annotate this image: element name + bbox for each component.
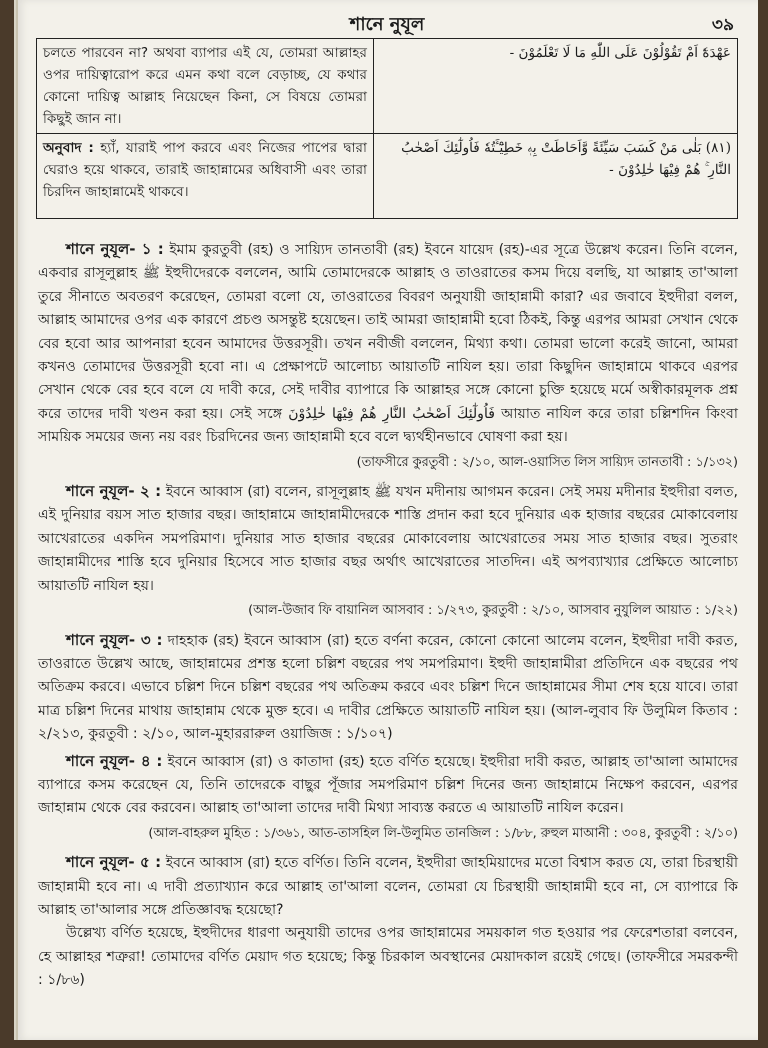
verse-row (37, 134, 738, 219)
section-reference: (আল-লুবাব ফি উলুমিল কিতাব : ২/২১৩, কুরতুবী : ২/১০, আল-মুহাররারুল ওয়াজিজ : ১/১০৭) (38, 702, 738, 743)
verse-arabic: (٨١) بَلٰى مَنْ كَسَبَ سَيِّئَةً وَّاَحَاطَتْ بِهٖ خَطِيْٓـَٔتُهٗ فَاُولٰٓئِكَ اَصْحٰبُ النَّارِ ۚ هُمْ فِيْهَا خٰلِدُوْنَ - (374, 134, 738, 219)
closing-text: উল্লেখ্য বর্ণিত হয়েছে, ইহুদীদের ধারণা অনুযায়ী তাদের ওপর জাহান্নামের সময়কাল গত হওয়ার পর ফেরেশতারা বলবেন, হে আল্লাহর শত্রুরা! তোমাদের বর্ণিত মেয়াদ গত হয়েছে; কিন্তু চিরকাল অবস্থানের মেয়াদকাল রয়েই গেছে। (38, 925, 738, 965)
section-1 (38, 238, 738, 450)
section-heading: শানে নুযূল- ৩ : (66, 630, 163, 649)
verse-translation: চলতে পারবেন না? অথবা ব্যাপার এই যে, তোমরা আল্লাহর ওপর দায়িত্বারোপ করে এমন কথা বলে বেড়াচ্ছ, যে কথার কোনো দায়িত্ব আল্লাহ নিয়েছেন কিনা, সে বিষয়ে তোমরা কিছুই জান না। (37, 39, 374, 134)
translation-text: হ্যাঁ, যারাই পাপ করবে এবং নিজের পাপের দ্বারা ঘেরাও হয়ে থাকবে, তারাই জাহান্নামের অধিবাসী এবং তারা চিরদিন জাহান্নামেই থাকবে। (43, 140, 367, 200)
running-head: শানে নুযূল (349, 14, 425, 35)
section-heading: শানে নুযূল- ৪ : (66, 751, 163, 770)
book-page (14, 0, 758, 1040)
section-text: দাহহাক (রহ) ইবনে আব্বাস (রা) হতে বর্ণনা করেন, কোনো কোনো আলেম বলেন, ইহুদীরা দাবী করত, তাওরাতে উল্লেখ আছে, জাহান্নামের প্রশস্ত হলো চল্লিশ বছরের পথ সমপরিমাণ। ইহুদী জাহান্নামীরা প্রতিদিনে এক বছরের পথ অতিক্রম করবে। এভাবে চল্লিশ দিনে চল্লিশ বছরের পথ অতিক্রম করবে এবং চল্লিশ দিনে জাহান্নামের সীমা শেষ হয়ে যাবে। তারা মাত্র চল্লিশ দিনের মাথায় জাহান্নাম থেকে মুক্ত হবে। এ দাবীর প্রেক্ষিতে আয়াতটি নাযিল হয়। (38, 632, 739, 719)
section-4 (38, 750, 738, 821)
page-number: ৩৯ (711, 15, 734, 35)
verse-table (36, 38, 738, 219)
section-reference: (তাফসীরে কুরতুবী : ২/১০, আল-ওয়াসিত লিস সায়্যিদ তানতাবী : ১/১৩২) (356, 454, 738, 470)
verse-translation (37, 134, 374, 219)
verse-row (37, 39, 738, 134)
section-reference: (আল-উজাব ফি বায়ানিল আসবাব : ১/২৭৩, কুরতুবী : ২/১০, আসবাব নুযুলিল আয়াত : ১/২২) (248, 603, 738, 619)
section-5 (38, 851, 738, 922)
section-text: আয়াত নাযিল করে তারা চল্লিশদিন কিংবা সাময়িক সময়ের জন্য নয় বরং চিরদিনের জন্য জাহান্নামী হবে বলে দ্ব্যর্থহীনভাবে ঘোষণা করা হয়। (38, 405, 738, 446)
section-text: ইবনে আব্বাস (রা) বলেন, রাসূলুল্লাহ ﷺ যখন মদীনায় আগমন করেন। সেই সময় মদীনার ইহুদীরা বলত, এই দুনিয়ার বয়স সাত হাজার বছর। জাহান্নামে জাহান্নামীদেরকে শাস্তি প্রদান করা হবে দুনিয়ার এক হাজার বছরের মোকাবেলায় আখেরাতের একদিন সমপরিমাণ। দুনিয়ার সাত হাজার বছরের মোকাবেলায় আখেরাতের সময় সাত হাজার বছর। সুতরাং জাহান্নামীদের শাস্তি হবে দুনিয়ার হিসেবে সাত হাজার বছর অর্থাৎ আখেরাতের সাতদিন। এই অপব্যাখ্যার প্রেক্ষিতে আলোচ্য আয়াতটি নাযিল হয়। (38, 484, 738, 594)
section-heading: শানে নুযূল- ২ : (66, 482, 162, 501)
section-text: ইমাম কুরতুবী (রহ) ও সায়্যিদ তানতাবী (রহ) ইবনে যায়েদ (রহ)-এর সূত্রে উল্লেখ করেন। তিনি বলেন, একবার রাসূলুল্লাহ ﷺ ইহুদীদেরকে বললেন, আমি তোমাদেরকে আল্লাহ ও তাওরাতের কসম দিয়ে বলছি, যা আল্লাহ তা'আলা তুরে সীনাতে অবতরণ করেছেন, তোমরা বলো যে, তাওরাতের বিবরণ অনুযায়ী জাহান্নামী কারা? এর জবাবে ইহুদীরা বলল, আল্লাহ আমাদের ওপর এক কারণে প্রচণ্ড অসন্তুষ্ট হয়েছেন। তাই আমরা জাহান্নামী হবো ঠিকই, কিন্তু এরপর আমরা সেখান থেকে বের হবো আর আপনারা হবেন আমাদের উত্তরসূরী। তখন নবীজী বললেন, মিথ্যা কথা। তোমরা ভালো করেই জানো, আমরা কখনও তোমাদের উত্তরসূরী হবো না। এ প্রেক্ষাপটে আলোচ্য আয়াতটি নাযিল হয়। তারা কিছুদিন জাহান্নামে থাকবে এরপর সেখান থেকে বের হবে বলে যে দাবী করে, সেই দাবীর ব্যাপারে কি আল্লাহর সঙ্গে কোনো চুক্তি হয়েছে মর্মে অস্বীকারমূলক প্রশ্ন করে তাদের দাবী খণ্ডন করা হয়। সেই সঙ্গে (38, 242, 738, 422)
section-2 (38, 480, 738, 598)
section-reference: (আল-বাহরুল মুহিত : ১/৩৬১, আত-তাসহিল লি-উলুমিত তানজিল : ১/৮৮, রুহুল মাআনী : ৩০৪, কুরতুবী : ২/১০) (148, 825, 738, 841)
section-text: ইবনে আব্বাস (রা) হতে বর্ণিত। তিনি বলেন, ইহুদীরা জাহমিয়াদের মতো বিশ্বাস করত যে, তারা চিরস্থায়ী জাহান্নামী হবে না। এ দাবী প্রত্যাখ্যান করে আল্লাহ তা'আলা বলেন, তোমরা যে চিরস্থায়ী জাহান্নামী হবে না, সে ব্যাপারে কি আল্লাহ তা'আলার সঙ্গে প্রতিজ্ঞাবদ্ধ হয়েছো? (38, 855, 738, 918)
closing-reference: (তাফসীরে সমরকন্দী : ১/৮৬) (38, 948, 738, 989)
section-heading: শানে নুযূল- ১ : (66, 240, 164, 258)
closing-paragraph (38, 922, 738, 992)
translation-label: অনুবাদ : (43, 140, 94, 156)
verse-arabic: عَهْدَهٗٓ اَمْ تَقُوْلُوْنَ عَلَى اللّٰهِ مَا لَا تَعْلَمُوْنَ - (374, 39, 738, 134)
section-text: ইবনে আব্বাস (রা) ও কাতাদা (রহ) হতে বর্ণিত হয়েছে। ইহুদীরা দাবী করত, আল্লাহ তা'আলা আমাদের ব্যাপারে কসম করেছেন যে, তিনি তাদেরকে বাছুর পূঁজার সমপরিমাণ চল্লিশ দিনের জন্য জাহান্নামে নিক্ষেপ করবেন, এরপর জাহান্নাম থেকে বের করবেন। আল্লাহ তা'আলা তাদের দাবী মিথ্যা সাব্যস্ত করতে এ আয়াতটি নাযিল করেন। (38, 753, 738, 817)
inline-arabic: فَاُولٰٓئِكَ اَصْحٰبُ النَّارِ هُمْ فِيْهَا خٰلِدُوْنَ (288, 405, 495, 422)
page-spine (16, 0, 18, 1040)
section-heading: শানে নুযূল- ৫ : (66, 853, 162, 872)
section-3 (38, 629, 738, 747)
commentary-body (38, 238, 738, 993)
